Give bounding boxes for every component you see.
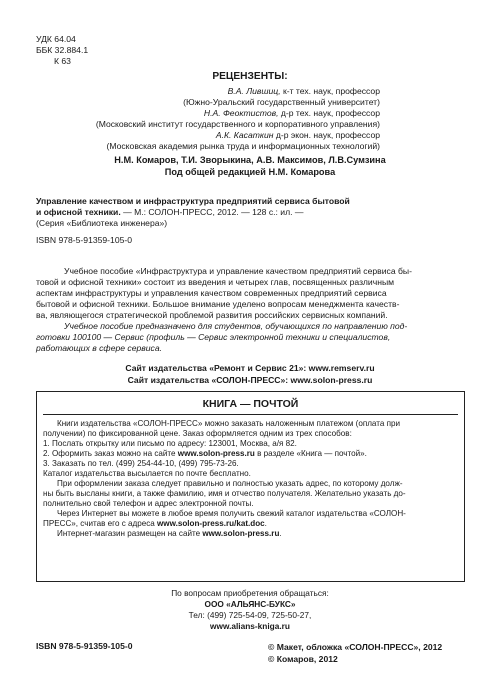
catalog-link-line: ПРЕСС», считав его с адреса www.solon-press.ru/kat.doc. (43, 519, 267, 528)
bbk-code: ББК 32.884.1 (36, 45, 89, 55)
catalog-link[interactable]: www.solon-press.ru/kat.doc (157, 519, 265, 528)
footer-isbn: ISBN 978-5-91359-105-0 (36, 641, 133, 651)
isbn: ISBN 978-5-91359-105-0 (36, 235, 133, 245)
udk-code: УДК 64.04 (36, 34, 76, 44)
publisher-sites (0, 362, 500, 386)
annotation-line: товой и офисной техники» состоит из введения и четырех глав, посвященных различным (36, 277, 395, 287)
annotation-line: готовки 100100 — Сервис (профиль — Сервис электронной техники и специалистов, (36, 332, 391, 342)
annotation-line: Учебное пособие предназначено для студентов, обучающихся по направлению под- (64, 321, 408, 331)
reviewers-block (80, 86, 380, 152)
body-line: Через Интернет вы можете в любое время получить свежий каталог издательства «СОЛОН- (57, 509, 406, 518)
footer-copyright (268, 641, 442, 665)
order-step-2: 2. Оформить заказ можно на сайте www.solon-press.ru в разделе «Книга — почтой». (43, 449, 367, 458)
order-step-3: 3. Заказать по тел. (499) 254-44-10, (499) 795-73-26. (43, 459, 239, 468)
book-title: Управление качеством и инфраструктура предприятий сервиса бытовой (36, 196, 350, 206)
bibliographic-record (36, 196, 350, 246)
solon-link[interactable]: www.solon-press.ru (177, 449, 255, 458)
purchase-contact (0, 588, 500, 632)
copyright-layout: © Макет, обложка «СОЛОН-ПРЕСС», 2012 (268, 642, 443, 652)
annotation-line: Учебное пособие «Инфраструктура и управление качеством предприятий сервиса бы- (64, 266, 412, 276)
series: (Серия «Библиотека инженера») (36, 218, 168, 228)
reviewer-line: (Южно-Уральский государственный университет) (183, 97, 380, 107)
purchase-intro: По вопросам приобретения обращаться: (171, 588, 329, 598)
body-line: получении) по фиксированной цене. Заказ оформляется одним из трех способов: (43, 429, 352, 438)
annotation-line: бытовой и офисной техники. Большое внимание уделено вопросам менеджмента качеств- (36, 299, 400, 309)
annotation-line: аспектам инфраструктуры и управления качеством современных предприятий сервиса (36, 288, 387, 298)
mail-order-title: КНИГА — ПОЧТОЙ (202, 398, 299, 410)
mail-order-body (43, 419, 459, 539)
copyright-author: © Комаров, 2012 (268, 654, 338, 664)
editor: Под общей редакцией Н.М. Комарова (164, 167, 336, 177)
order-step-1: 1. Послать открытку или письмо по адресу: 123001, Москва, а/я 82. (43, 439, 297, 448)
body-line: Книги издательства «СОЛОН-ПРЕСС» можно заказать наложенным платежом (оплата при (57, 419, 401, 428)
reviewers-title: РЕЦЕНЗЕНТЫ: (212, 71, 288, 82)
site-remserv: Сайт издательства «Ремонт и Сервис 21»: www.remserv.ru (125, 363, 375, 373)
shop-link-line: Интернет-магазин размещен на сайте www.solon-press.ru. (57, 529, 282, 538)
reviewer-line: (Московская академия рынка труда и информационных технологий) (106, 141, 380, 151)
authors: Н.М. Комаров, Т.И. Зворыкина, А.В. Максимов, Л.В.Сумзина (114, 155, 386, 165)
classification-codes (36, 34, 88, 67)
reviewer-line: А.К. Касаткин д-р экон. наук, профессор (215, 130, 380, 140)
body-line: полнительно свой телефон и адрес электронной почты. (43, 499, 254, 508)
book-title-continued: и офисной техники. — М.: СОЛОН-ПРЕСС, 2012. — 128 с.: ил. — (36, 207, 304, 217)
annotation-line: работающих в сфере сервиса. (36, 343, 163, 353)
reviewer-line: (Московский институт государственного и корпоративного управления) (95, 119, 380, 129)
mail-order-box (36, 391, 465, 582)
body-line: Каталог издательства высылается по почте бесплатно. (43, 469, 251, 478)
annotation-line: ва, являющегося стратегической проблемой развития российских сервисных компаний. (36, 310, 388, 320)
reviewer-line: Н.А. Феоктистов, д-р тех. наук, профессор (203, 108, 380, 118)
author-mark: К 63 (54, 56, 71, 66)
site-solon: Сайт издательства «СОЛОН-ПРЕСС»: www.solon-press.ru (127, 375, 373, 385)
purchase-company: ООО «АЛЬЯНС-БУКС» (204, 599, 296, 609)
reviewer-line: В.А. Лившиц, к-т тех. наук, профессор (227, 86, 380, 96)
purchase-url[interactable]: www.alians-kniga.ru (210, 621, 290, 631)
body-line: ны быть высланы книги, а также фамилию, имя и отчество получателя. Желательно указать до- (43, 489, 406, 498)
body-line: При оформлении заказа следует правильно и полностью указать адрес, по которому долж- (57, 479, 403, 488)
purchase-phone: Тел: (499) 725-54-09, 725-50-27, (188, 610, 312, 620)
annotation (36, 266, 464, 354)
shop-link[interactable]: www.solon-press.ru (202, 529, 280, 538)
divider (43, 414, 458, 415)
